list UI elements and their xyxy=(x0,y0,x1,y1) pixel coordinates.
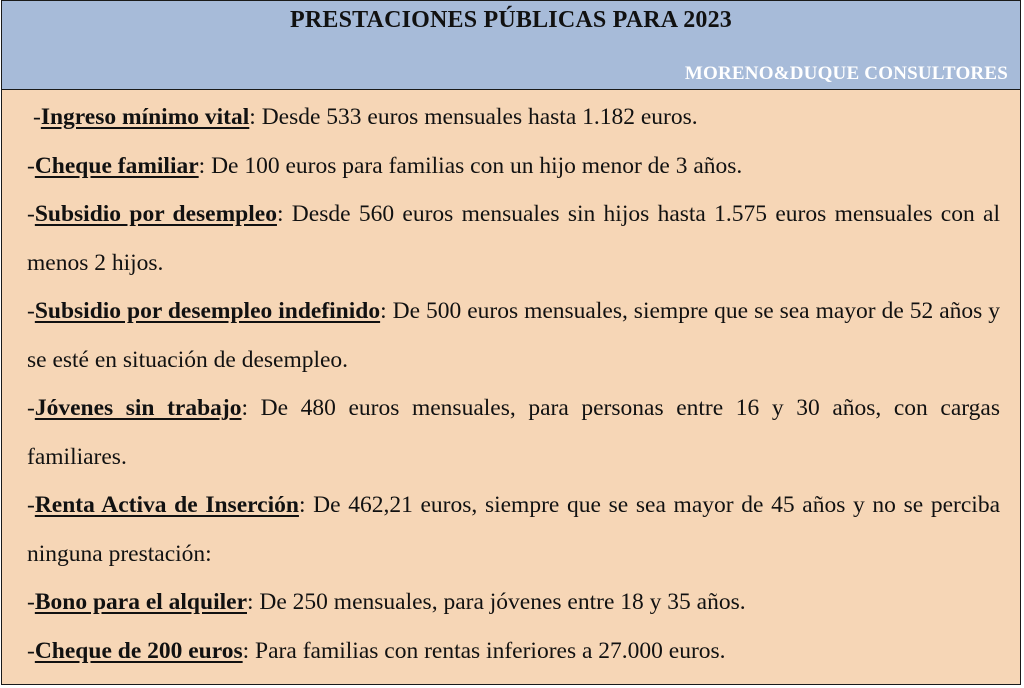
benefits-list xyxy=(27,93,1000,675)
header-banner xyxy=(2,1,1020,90)
item-term: Subsidio por desempleo xyxy=(34,201,277,227)
list-item xyxy=(27,481,1000,578)
item-term: Cheque familiar xyxy=(34,152,199,179)
item-desc: : De 250 mensuales, para jóvenes entre 18 y 35 años. xyxy=(247,589,746,615)
list-item xyxy=(27,93,1000,142)
list-item xyxy=(27,384,1000,481)
list-item xyxy=(27,190,1000,287)
item-prefix: - xyxy=(27,637,35,664)
item-desc: : De 480 euros mensuales, para personas entre 16 y 30 años, con cargas familiares. xyxy=(27,395,1000,470)
item-term: Ingreso mínimo vital xyxy=(40,104,250,130)
item-desc: : De 500 euros mensuales, siempre que se sea mayor de 52 años y se esté en situación de desempleo. xyxy=(27,298,1001,373)
list-item xyxy=(27,627,1000,676)
item-prefix: - xyxy=(27,152,35,179)
item-desc: : Desde 533 euros mensuales hasta 1.182 euros. xyxy=(249,104,698,130)
list-item xyxy=(27,142,1000,191)
brand-label: MORENO&DUQUE CONSULTORES xyxy=(684,63,1008,84)
item-prefix: - xyxy=(27,201,35,227)
item-prefix: - xyxy=(27,298,35,324)
item-prefix: - xyxy=(33,104,41,130)
item-desc: : De 462,21 euros, siempre que se sea mayor de 45 años y no se perciba ninguna prestación: xyxy=(27,492,1000,567)
item-prefix: - xyxy=(27,395,35,421)
item-term: Renta Activa de Inserción xyxy=(34,492,299,518)
item-term: Bono para el alquiler xyxy=(34,589,247,615)
item-term: Jóvenes sin trabajo xyxy=(34,395,242,421)
item-prefix: - xyxy=(27,589,35,615)
item-desc: : De 100 euros para familias con un hijo menor de 3 años. xyxy=(198,152,743,179)
item-term: Subsidio por desempleo indefinido xyxy=(34,298,381,324)
item-term: Cheque de 200 euros xyxy=(34,637,243,664)
item-desc: : Desde 560 euros mensuales sin hijos hasta 1.575 euros mensuales con al menos 2 hijos. xyxy=(27,201,1000,276)
list-item xyxy=(27,578,1000,627)
page-title: PRESTACIONES PÚBLICAS PARA 2023 xyxy=(289,7,733,33)
document-frame xyxy=(1,0,1021,685)
item-prefix: - xyxy=(27,492,35,518)
list-item xyxy=(27,287,1000,384)
item-desc: : Para familias con rentas inferiores a 27.000 euros. xyxy=(242,637,726,664)
